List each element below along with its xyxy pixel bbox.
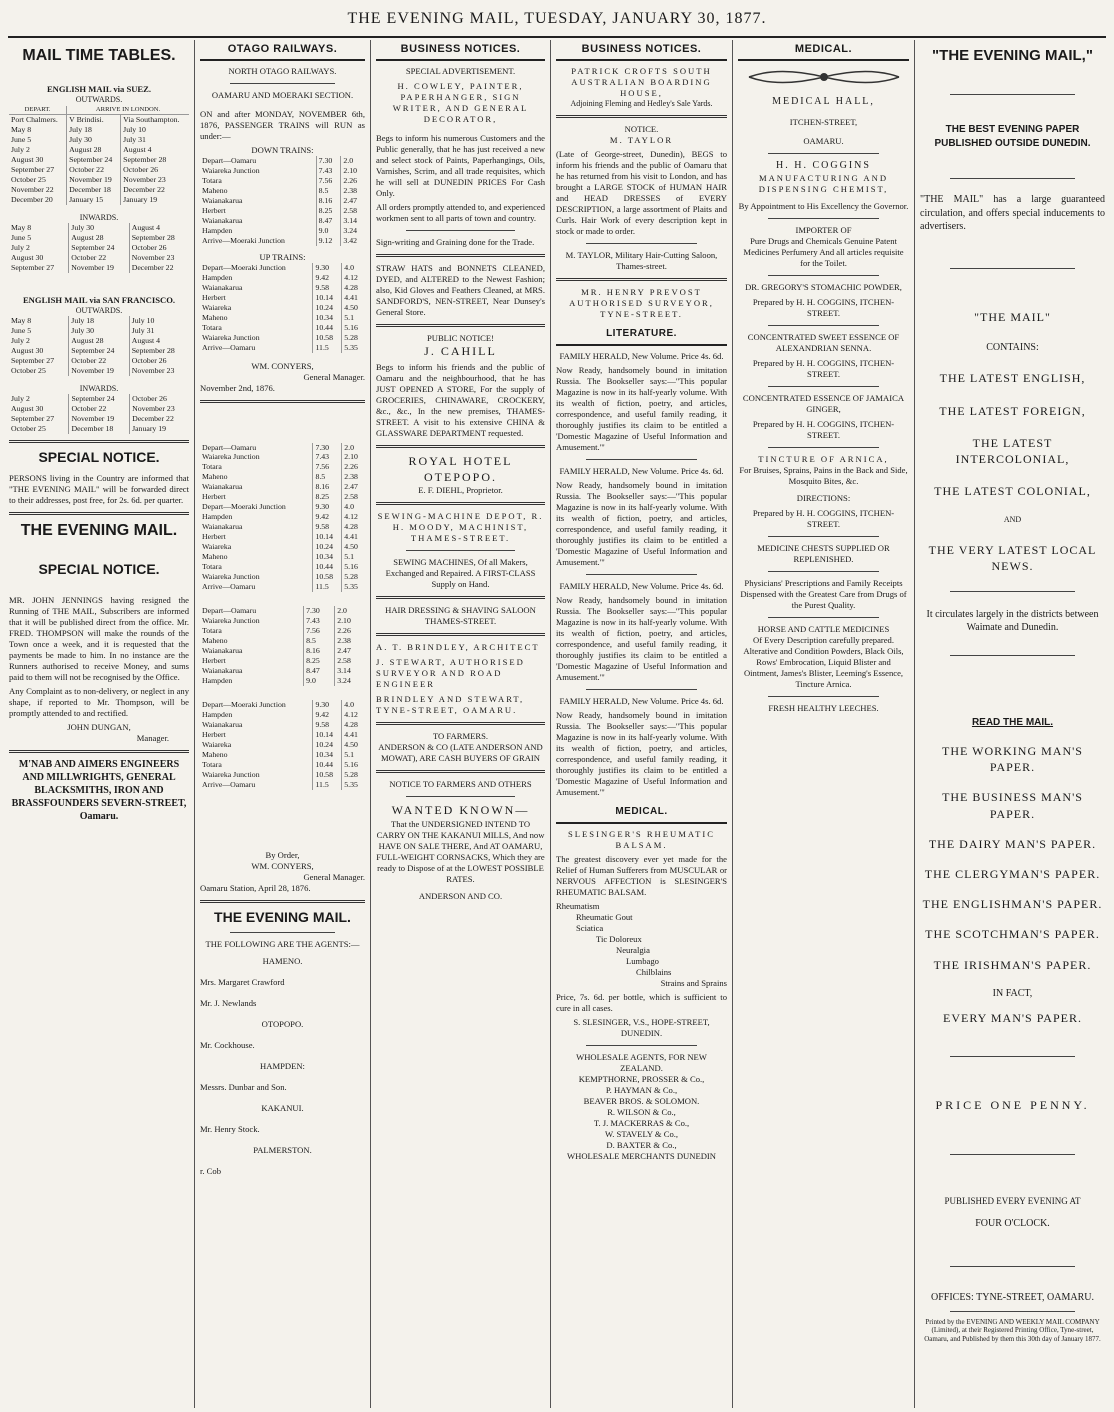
table-row: Maheno 8.5 2.38 [202, 472, 358, 482]
ginger-title: CONCENTRATED ESSENCE OF JAMAICA GINGER, [742, 392, 905, 414]
table-row: December 20 January 15 January 19 [11, 194, 158, 204]
table-row: Totara 10.44 5.16 [202, 759, 358, 769]
table-row: Waianakarua 8.47 3.14 [202, 215, 358, 225]
table-row: Totara 7.56 2.26 [202, 625, 351, 635]
clock-label: FOUR O'CLOCK. [975, 1217, 1050, 1229]
inwards-label: INWARDS. [79, 212, 119, 222]
conyers-signature: WM. CONYERS, [251, 360, 314, 371]
table-row: Arrive—Oamaru 11.5 5.35 [202, 779, 358, 789]
coggins-subtitle: MANUFACTURING AND DISPENSING CHEMIST, [758, 172, 889, 194]
table-row: Waiareka 10.24 4.50 [202, 302, 358, 312]
medicine-chests: MEDICINE CHESTS SUPPLIED OR REPLENISHED. [757, 542, 890, 564]
table-row: June 5 July 30 July 31 [11, 326, 155, 336]
brindley-ad: A. T. BRINDLEY, ARCHITECT [376, 642, 540, 653]
family-herald-text-2: Now Ready, handsomely bound in imitation Russia. The Bookseller says:—"This popular Magazine is now in its half-yearly volume. With its wealth of fiction, poetry, and articles, correspondence, and useful family reading, it thoroughly justifies its claim to be entitled a 'Domestic Magazine of Useful Information and Amusement.'" [556, 480, 727, 568]
table-row: Depart—Oamaru 7.30 2.0 [202, 606, 347, 616]
down-trains-table [200, 156, 365, 246]
ailment-item: Rheumatism [556, 900, 600, 911]
dungan-signature: JOHN DUNGAN, [67, 722, 131, 733]
table-row: Waianakarua 9.58 4.28 [202, 522, 358, 532]
family-herald-text-3: Now Ready, handsomely bound in imitation Russia. The Bookseller says:—"This popular Magazine is now in its half-yearly volume. With its wealth of fiction, poetry, and articles, correspondence, and useful family reading, it thoroughly justifies its claim to be entitled a 'Domestic Magazine of Useful Information and Amusement.'" [556, 595, 727, 683]
hairdressing-ad: HAIR DRESSING & SHAVING SALOON THAMES-STREET. [385, 605, 536, 627]
contents-item: THE LATEST INTERCOLONIAL, [955, 435, 1070, 466]
down-trains-label: DOWN TRAINS: [251, 145, 314, 156]
arnica-title: TINCTURE OF ARNICA, [758, 453, 889, 464]
farmers-label: TO FARMERS. [432, 731, 489, 742]
table-row: Waiareka Junction 7.43 2.10 [202, 452, 358, 462]
taylor-ad-text: (Late of George-street, Dunedin), BEGS to inform his friends and the public of Oamaru that he has returned from his visit to London, and has brought a LARGE STOCK of HUMAN HAIR and HEAD DRESSES of EVERY DESCRIPTION, a large assortment of Plaits and Curls. Hair Work of every description kept in stock or made to order. [556, 149, 727, 237]
table-row: Waianakarua 9.58 4.28 [202, 282, 358, 292]
wholesale-agent: R. WILSON & Co., [607, 1106, 676, 1117]
paper-item: THE CLERGYMAN'S PAPER. [924, 866, 1101, 881]
table-row: Waianakarua 8.16 2.47 [202, 482, 358, 492]
table-row: May 8 July 30 August 4 [11, 223, 161, 233]
table-row: Hampden 9.0 3.24 [202, 225, 358, 235]
table-row: Totara 7.56 2.26 [202, 176, 358, 186]
wholesale-agent: P. HAYMAN & Co., [605, 1084, 678, 1095]
agent-entry: HAMPDEN: [260, 1061, 305, 1072]
brindley-stewart-ad: BRINDLEY AND STEWART, TYNE-STREET, OAMARU. [376, 694, 525, 716]
table-row: Depart—Moeraki Junction 9.30 4.0 [202, 262, 355, 272]
table-row: Maheno 8.5 2.38 [202, 185, 358, 195]
agent-entry: HAMENO. [262, 956, 303, 967]
outwards-label-2: OUTWARDS. [75, 305, 123, 315]
medical-heading-small: MEDICAL. [556, 804, 727, 824]
agent-entry: PALMERSTON. [253, 1145, 312, 1156]
paper-item: THE ENGLISHMAN'S PAPER. [922, 897, 1103, 912]
notice-farmers-label: NOTICE TO FARMERS AND OTHERS [389, 779, 532, 790]
contents-item: THE VERY LATEST LOCAL NEWS. [928, 543, 1097, 574]
leeches-label: FRESH HEALTHY LEECHES. [768, 702, 879, 713]
country-notice: PERSONS living in the Country are informed that "THE EVENING MAIL" will be forwarded direct to their addresses, post free, for 2s. 6d. per quarter. [9, 473, 189, 505]
cowley-ad-title: H. COWLEY, PAINTER, PAPERHANGER, SIGN WRITER, AND GENERAL DECORATOR, [392, 81, 529, 125]
ailment-item: Strains and Sprains [660, 977, 727, 988]
literature-heading: LITERATURE. [556, 326, 727, 346]
table-row: Herbert 10.14 4.41 [202, 532, 358, 542]
table-row: Herbert 8.25 2.58 [202, 205, 358, 215]
royal-hotel-title: ROYAL HOTEL OTEPOPO. [408, 454, 513, 484]
mnab-aimers-ad: M'NAB AND AIMERS ENGINEERS AND MILLWRIGHTS, GENERAL BLACKSMITHS, IRON AND BRASSFOUNDERS SEVERN-STREET, Oamaru. [11, 759, 187, 822]
special-notice-heading: SPECIAL NOTICE. [38, 449, 160, 466]
ailment-item: Neuralgia [616, 944, 650, 955]
special-notice-heading-2: SPECIAL NOTICE. [38, 561, 160, 578]
taylor-saloon: M. TAYLOR, Military Hair-Cutting Saloon, Thames-street. [565, 250, 718, 272]
offices-label: OFFICES: TYNE-STREET, OAMARU. [931, 1292, 1094, 1304]
table-row: Totara 7.56 2.26 [202, 462, 358, 472]
up-trains-table [200, 263, 365, 353]
evening-mail-heading: THE EVENING MAIL. [20, 522, 178, 539]
mail-tables-title: MAIL TIME TABLES. [22, 47, 176, 64]
table-row: Herbert 8.25 2.58 [202, 492, 358, 502]
prevost-ad: MR. HENRY PREVOST AUTHORISED SURVEYOR, TYNE-STREET. [569, 287, 714, 320]
oamaru-moeraki-sub: OAMARU AND MOERAKI SECTION. [211, 90, 354, 101]
circulation-text: "THE MAIL" has a large guaranteed circulation, and offers special inducements to advertisers. [920, 194, 1105, 233]
family-herald-text-4: Now Ready, handsomely bound in imitation Russia. The Bookseller says:—"This popular Magazine is now in its half-yearly volume. With its wealth of fiction, poetry, and articles, correspondence, and useful family reading, it thoroughly justifies its claim to be entitled a 'Domestic Magazine of Useful Information and Amusement.'" [556, 710, 727, 798]
column-railways [194, 40, 370, 1408]
table-row: Waiareka Junction 10.58 5.28 [202, 572, 358, 582]
table-row: Waianakarua 8.16 2.47 [202, 645, 351, 655]
table-row: July 2 August 28 August 4 [11, 145, 152, 155]
sewing-machines-ad: SEWING MACHINES, Of all Makers, Exchanged and Repaired. A FIRST-CLASS Supply on Hand. [385, 557, 536, 590]
gregory-powder: DR. GREGORY'S STOMACHIC POWDER, [745, 281, 902, 292]
table-row: Arrive—Moeraki Junction 9.12 3.42 [202, 235, 358, 245]
table-row: July 2 September 24 October 26 [11, 243, 167, 253]
table-row: July 2 September 24 October 26 [11, 394, 167, 404]
read-mail: READ THE MAIL. [971, 716, 1054, 728]
jennings-notice: MR. JOHN JENNINGS having resigned the Running of THE MAIL, Subscribers are informed that it will be published direct from the office. Mr. FRED. THOMPSON will make the rounds of the Town once a week, and it is requested that the payments be made to him. In no instance are the Runners authorised to receive Money, and sums paid to them will not be recognised by the Office. [9, 595, 189, 683]
anderson-ad: ANDERSON & CO (LATE ANDERSON AND MOWAT), ARE CASH BUYERS OF GRAIN [378, 742, 543, 764]
table-row: Waiareka Junction 10.58 5.28 [202, 769, 358, 779]
paper-item: THE DAIRY MAN'S PAPER. [928, 836, 1097, 851]
by-order: By Order, [265, 849, 300, 860]
ornament-icon [739, 66, 909, 88]
business-notices-heading-2: BUSINESS NOTICES. [556, 40, 727, 61]
slesinger-price: Price, 7s. 6d. per bottle, which is sufficient to cure in all cases. [556, 991, 727, 1013]
wholesale-agent: T. J. MACKERRAS & Co., [593, 1117, 690, 1128]
table-row: August 30 September 24 September 28 [11, 155, 167, 165]
promo-title: "THE EVENING MAIL," [932, 47, 1093, 64]
table-row: October 25 November 19 November 23 [11, 174, 166, 184]
table-row: September 27 November 19 December 22 [11, 262, 174, 272]
wholesale-agent: W. STAVELY & Co., [604, 1128, 679, 1139]
table-row: Waiareka Junction 7.43 2.10 [202, 166, 358, 176]
agent-entry: Mr. Cockhouse. [200, 1040, 255, 1051]
arnica-subtitle: For Bruises, Sprains, Pains in the Back and Side, Mosquito Bites, &c. [739, 464, 908, 486]
appointment-label: By Appointment to His Excellency the Governor. [738, 200, 909, 211]
railways-heading: OTAGO RAILWAYS. [200, 40, 365, 61]
table-row: August 30 October 22 November 23 [11, 404, 175, 414]
table-row: Hampden 9.42 4.12 [202, 512, 358, 522]
table-row: Maheno 10.34 5.1 [202, 552, 355, 562]
agent-entry: Mr. J. Newlands [200, 998, 257, 1009]
table-row: Herbert 8.25 2.58 [202, 655, 351, 665]
straw-hats-ad: STRAW HATS and BONNETS CLEANED, DYED, and ALTERED to the Newest Fashion; also, Kid Gloves and Feathers Cleaned, at MRS. SANDFORD'S, NEN-STREET, Near Dunsey's General Store. [376, 263, 545, 318]
circulates-text: It circulates largely in the districts between Waimate and Dunedin. [926, 608, 1099, 634]
slesinger-text: The greatest discovery ever yet made for the Relief of Human Sufferers from MUSCULAR or NERVOUS AFFECTION is SLESINGER'S RHEUMATIC BALSAM. [556, 853, 727, 897]
top-rule [8, 36, 1106, 38]
down-trains-table-2 [200, 700, 365, 790]
inwards-label-2: INWARDS. [79, 383, 119, 393]
coggins-prepared-2: Prepared by H. H. COGGINS, ITCHEN-STREET. [752, 357, 895, 379]
table-row: May 8 July 18 July 10 [11, 316, 155, 326]
oamaru-label: OAMARU. [803, 135, 844, 146]
contents-item: AND [1003, 515, 1022, 525]
conyers-signature-2: WM. CONYERS, [251, 860, 314, 871]
best-paper: THE BEST EVENING PAPER PUBLISHED OUTSIDE DUNEDIN. [934, 124, 1091, 149]
anderson-signature: ANDERSON AND CO. [418, 890, 503, 901]
published-label: PUBLISHED EVERY EVENING AT [944, 1195, 1081, 1206]
horse-cattle-text: Of Every Description carefully prepared. Alterative and Condition Powders, Black Oils, Rows' Embrocation, Liquid Blister and Ointment, James's Blister, Leeming's Essence, Tincture Arnica. [743, 634, 904, 689]
cowley-ad-text-2: All orders promptly attended to, and experienced workmen sent to all parts of town and country. [376, 202, 545, 224]
column-medical [732, 40, 914, 1408]
table-row: Hampden 9.42 4.12 [202, 272, 358, 282]
table-row: Waiareka 10.24 4.50 [202, 739, 358, 749]
table-row: Waianakarua 8.16 2.47 [202, 195, 358, 205]
price-label: PRICE ONE PENNY. [935, 1098, 1090, 1113]
masthead: THE EVENING MAIL, TUESDAY, JANUARY 30, 1877. [347, 10, 767, 27]
table-row: Totara 10.44 5.16 [202, 562, 358, 572]
table-row: August 30 October 22 November 23 [11, 253, 175, 262]
contains-label: CONTAINS: [986, 341, 1039, 353]
contents-item: THE LATEST ENGLISH, [939, 371, 1086, 386]
table-row: Port Chalmers. V Brindisi. Via Southampton. [11, 115, 180, 125]
special-ad-label: SPECIAL ADVERTISEMENT. [405, 66, 516, 77]
table-row: May 8 July 18 July 10 [11, 125, 146, 135]
table-row: Waiareka Junction 10.58 5.28 [202, 332, 358, 342]
ailment-item: Chilblains [636, 966, 672, 977]
north-otago-sub: NORTH OTAGO RAILWAYS. [228, 66, 337, 77]
agents-title: THE EVENING MAIL. [214, 908, 351, 925]
column-business-notices-2 [550, 40, 732, 1408]
complaint-notice: Any Complaint as to non-delivery, or neglect in any shape, if reported to Mr. Thompson, will be promptly attended to and rectified. [9, 686, 189, 719]
table-row: Arrive—Oamaru 11.5 5.35 [202, 582, 358, 592]
agent-entry: KAKANUI. [261, 1103, 304, 1114]
paper-item: THE IRISHMAN'S PAPER. [933, 957, 1092, 972]
itchen-street: ITCHEN-STREET, [789, 116, 858, 127]
coggins-prepared: Prepared by H. H. COGGINS, ITCHEN-STREET. [752, 296, 895, 318]
table-row: Depart—Moeraki Junction 9.30 4.0 [202, 699, 355, 709]
wholesale-merchants: WHOLESALE MERCHANTS DUNEDIN [567, 1150, 716, 1161]
depart-header: DEPART. [9, 106, 67, 115]
table-row: Waianakarua 8.47 3.14 [202, 665, 351, 675]
ailment-item: Rheumatic Gout [576, 911, 633, 922]
waitaki-table [200, 443, 365, 593]
table-row: Waianakarua 9.58 4.28 [202, 719, 358, 729]
contents-item: THE LATEST COLONIAL, [934, 484, 1091, 499]
suez-timetable [9, 106, 189, 205]
senna-title: CONCENTRATED SWEET ESSENCE OF ALEXANDRIAN SENNA. [747, 331, 900, 353]
column-promo [914, 40, 1110, 1408]
crofts-ad-title: PATRICK CROFTS SOUTH AUSTRALIAN BOARDING HOUSE, [571, 66, 712, 99]
wholesale-agent: BEAVER BROS. & SOLOMON. [583, 1095, 700, 1106]
inwards-timetable [9, 223, 189, 273]
medical-hall-title: MEDICAL HALL, [772, 96, 875, 108]
the-mail-label: "THE MAIL" [974, 309, 1051, 324]
coggins-prepared-4: Prepared by H. H. COGGINS, ITCHEN-STREET. [752, 507, 895, 529]
table-row: Herbert 10.14 4.41 [202, 292, 358, 302]
agent-entry: r. Cob [200, 1166, 222, 1177]
up-trains-label: UP TRAINS: [259, 251, 306, 262]
agent-entry: Messrs. Dunbar and Son. [200, 1082, 287, 1093]
awamoko-table [200, 606, 365, 686]
coggins-prepared-3: Prepared by H. H. COGGINS, ITCHEN-STREET. [752, 418, 895, 440]
agent-entry: Mrs. Margaret Crawford [200, 977, 285, 988]
railway-intro: ON and after MONDAY, NOVEMBER 6th, 1876, PASSENGER TRAINS will RUN as under:— [200, 109, 365, 142]
table-row: Maheno 10.34 5.1 [202, 749, 355, 759]
wanted-known-text: That the UNDERSIGNED INTEND TO CARRY ON THE KAKANUI MILLS, And now HAVE ON SALE THERE, And AT OAMARU, FULL-WEIGHT CORNSACKS, Which they are ready to Dispose of at the LOWEST POSSIBLE RATES. [376, 818, 545, 884]
manager-label: Manager. [136, 733, 169, 744]
coggins-name: H. H. COGGINS [776, 159, 871, 171]
agents-subtitle: THE FOLLOWING ARE THE AGENTS:— [205, 939, 360, 950]
family-herald-title-4: FAMILY HERALD, New Volume. Price 4s. 6d. [559, 696, 724, 707]
arrive-header: ARRIVE IN LONDON. [67, 106, 189, 115]
table-row: Maheno 8.5 2.38 [202, 635, 351, 645]
prescriptions-text: Physicians' Prescriptions and Family Receipts Dispensed with the Greatest Care from Drugs of the Purest Quality. [740, 577, 907, 610]
agent-entry: OTOPOPO. [261, 1019, 304, 1030]
table-row: Hampden 9.0 3.24 [202, 675, 351, 685]
ailment-item: Lumbago [626, 955, 659, 966]
paper-item: THE BUSINESS MAN'S PAPER. [942, 790, 1083, 821]
table-row: September 27 November 19 December 22 [11, 414, 174, 424]
paper-item: IN FACT, [992, 987, 1033, 999]
family-herald-title: FAMILY HERALD, New Volume. Price 4s. 6d. [559, 351, 724, 362]
column-mail-tables [4, 40, 194, 1408]
table-row: June 5 July 30 July 31 [11, 135, 146, 145]
signwriting-ad: Sign-writing and Graining done for the Trade. [376, 237, 535, 248]
sewing-depot-ad: SEWING-MACHINE DEPOT, R. H. MOODY, MACHINIST, THAMES-STREET. [377, 511, 544, 544]
stewart-ad: J. STEWART, AUTHORISED SURVEYOR AND ROAD ENGINEER [376, 657, 525, 690]
table-row: August 30 September 24 September 28 [11, 346, 175, 356]
table-row: Waiareka 10.24 4.50 [202, 542, 358, 552]
railway-date: November 2nd, 1876. [200, 382, 275, 393]
paper-item: EVERY MAN'S PAPER. [943, 1011, 1082, 1026]
diehl-proprietor: E. F. DIEHL, Proprietor. [418, 485, 503, 496]
contents-item: THE LATEST FOREIGN, [939, 403, 1086, 418]
table-row: September 27 October 22 October 26 [11, 356, 167, 366]
ailment-item: Tic Doloreux [596, 933, 642, 944]
slesinger-title: SLESINGER'S RHEUMATIC BALSAM. [568, 828, 715, 850]
importer-text: Pure Drugs and Chemicals Genuine Patent Medicines Perfumery And all articles requisite for the Toilet. [743, 235, 904, 268]
taylor-name: M. TAYLOR [609, 135, 674, 146]
table-row: Depart—Moeraki Junction 9.30 4.0 [202, 502, 355, 512]
table-row: Depart—Oamaru 7.30 2.0 [202, 156, 354, 166]
wholesale-agent: KEMPTHORNE, PROSSER & Co., [578, 1073, 705, 1084]
paper-item: THE WORKING MAN'S PAPER. [942, 744, 1083, 775]
family-herald-title-3: FAMILY HERALD, New Volume. Price 4s. 6d. [559, 581, 724, 592]
cahill-ad-text: Begs to inform his friends and the public of Oamaru and the neighbourhood, that he has JUST OPENED A STORE, For the supply of GROCERIES, CHINAWARE, CROCKERY, &c., &c., In the new premises, THAMES-STREET. A visit to his extensive CHINA & GLASSWARE DEPARTMENT requested. [376, 362, 545, 439]
suez-heading: ENGLISH MAIL via SUEZ. [46, 84, 152, 95]
table-row: June 5 August 28 September 28 [11, 233, 175, 243]
printed-by: Printed by the EVENING AND WEEKLY MAIL COMPANY (Limited), at their Registered Printing Office, Tyne-street, Oamaru, and Published by them this 30th day of January 1877. [924, 1317, 1101, 1343]
sanfran-timetable [9, 316, 189, 376]
table-row: Depart—Oamaru 7.30 2.0 [202, 442, 355, 452]
table-row: Waiareka Junction 7.43 2.10 [202, 616, 351, 626]
ailment-item: Sciatica [576, 922, 604, 933]
directions-label: DIRECTIONS: [796, 492, 851, 503]
outwards-label: OUTWARDS. [75, 95, 123, 105]
sanfran-heading: ENGLISH MAIL via SAN FRANCISCO. [22, 294, 176, 305]
crofts-adjoining: Adjoining Fleming and Hedley's Sale Yards. [570, 99, 713, 109]
table-row: Hampden 9.42 4.12 [202, 709, 358, 719]
general-manager-label: General Manager. [303, 371, 365, 382]
table-row: Totara 10.44 5.16 [202, 322, 358, 332]
wholesale-agent: D. BAXTER & Co., [606, 1139, 677, 1150]
general-manager-label-2: General Manager. [303, 871, 365, 882]
table-row: Maheno 10.34 5.1 [202, 312, 355, 322]
family-herald-title-2: FAMILY HERALD, New Volume. Price 4s. 6d. [559, 466, 724, 477]
table-row: July 2 August 28 August 4 [11, 336, 161, 346]
column-business-notices [370, 40, 550, 1408]
slesinger-signature: S. SLESINGER, V.S., HOPE-STREET, DUNEDIN. [573, 1016, 710, 1038]
table-row: Arrive—Oamaru 11.5 5.35 [202, 342, 358, 352]
table-row: October 25 November 19 November 23 [11, 366, 175, 376]
medical-heading: MEDICAL. [738, 40, 909, 61]
business-notices-heading: BUSINESS NOTICES. [376, 40, 545, 61]
family-herald-text: Now Ready, handsomely bound in imitation Russia. The Bookseller says:—"This popular Magazine is now in its half-yearly volume. With its wealth of fiction, poetry, and articles, correspondence, and useful family reading, it thoroughly justifies its claim to be entitled a 'Domestic Magazine of Useful Information and Amusement.'" [556, 365, 727, 453]
cahill-name: J. CAHILL [424, 344, 497, 359]
cowley-ad-text: Begs to inform his numerous Customers and the Public generally, that he has just received a new and select stock of Paints, Paperhangings, Oils, Varnishes, Scrim, and all trade requisites, which he will sell at DUNEDIN PRICES For Cash Only. [376, 133, 545, 199]
sanfran-inwards-timetable [9, 394, 189, 434]
table-row: November 22 December 18 December 22 [11, 184, 165, 194]
importer-label: IMPORTER OF [795, 224, 852, 235]
table-row: October 25 December 18 January 19 [11, 424, 167, 434]
agent-entry: Mr. Henry Stock. [200, 1124, 260, 1135]
notice-label: NOTICE. [624, 124, 659, 135]
table-row: September 27 October 22 October 26 [11, 164, 159, 174]
paper-item: THE SCOTCHMAN'S PAPER. [925, 927, 1100, 942]
wanted-known-title: WANTED KNOWN— [391, 803, 530, 818]
oamaru-station-date: Oamaru Station, April 28, 1876. [200, 882, 311, 893]
wholesale-heading: WHOLESALE AGENTS, FOR NEW ZEALAND. [576, 1051, 707, 1073]
horse-cattle-title: HORSE AND CATTLE MEDICINES [757, 623, 890, 634]
public-notice-label: PUBLIC NOTICE! [426, 333, 495, 344]
table-row: Herbert 10.14 4.41 [202, 729, 358, 739]
